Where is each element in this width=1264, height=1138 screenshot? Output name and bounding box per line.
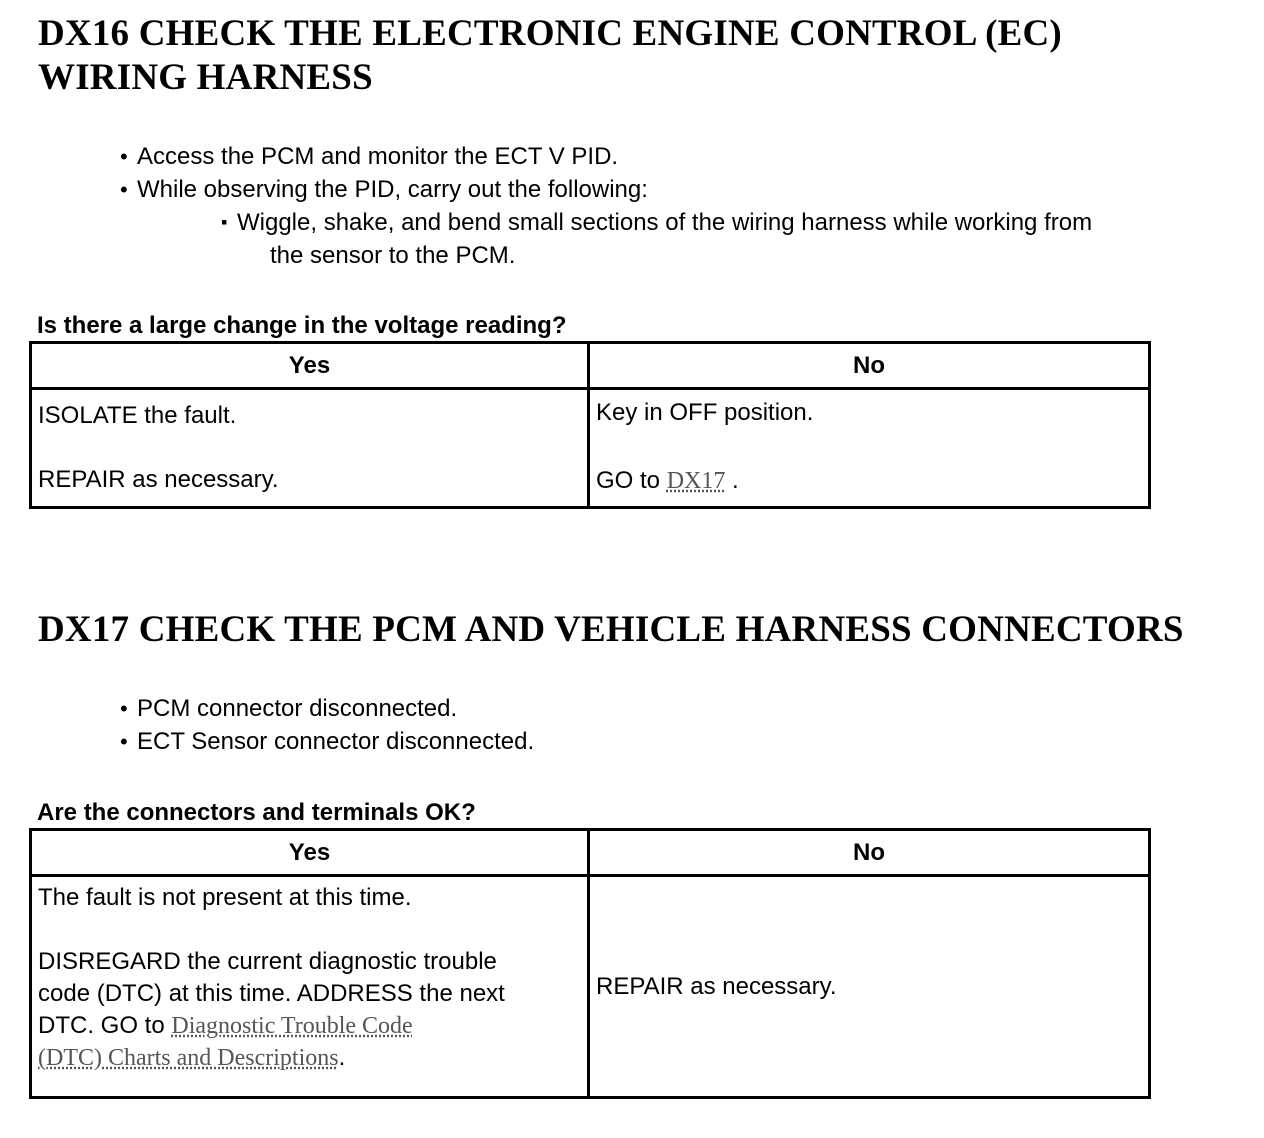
bullet-icon: • bbox=[120, 696, 128, 721]
bullet-text: While observing the PID, carry out the following: bbox=[137, 176, 648, 203]
no-cell bbox=[589, 389, 1150, 508]
bullet-text: Access the PCM and monitor the ECT V PID. bbox=[137, 143, 619, 170]
yes-line: code (DTC) at this time. ADDRESS the next bbox=[38, 980, 505, 1007]
yes-cell bbox=[31, 389, 589, 508]
dx17-title: DX17 CHECK THE PCM AND VEHICLE HARNESS CONNECTORS bbox=[38, 609, 1184, 650]
yes-line: The fault is not present at this time. bbox=[38, 884, 412, 911]
no-header: No bbox=[589, 830, 1150, 876]
dtc-link-line2: (DTC) Charts and Descriptions bbox=[38, 1045, 339, 1071]
dx16-sub-bullet bbox=[221, 206, 1093, 272]
square-bullet-icon: ▪ bbox=[221, 212, 228, 232]
yes-header: Yes bbox=[31, 343, 589, 389]
table-row bbox=[31, 389, 1150, 508]
bullet-text: ECT Sensor connector disconnected. bbox=[137, 728, 535, 755]
no-header: No bbox=[589, 343, 1150, 389]
dx16-title-line1: DX16 CHECK THE ELECTRONIC ENGINE CONTROL (EC) bbox=[38, 13, 1062, 54]
yes-line: REPAIR as necessary. bbox=[38, 466, 279, 493]
dx16-question: Is there a large change in the voltage reading? bbox=[37, 312, 567, 339]
list-item bbox=[120, 692, 534, 725]
goto-text: GO to bbox=[596, 467, 661, 494]
table-row bbox=[31, 876, 1150, 1098]
bullet-icon: • bbox=[120, 144, 128, 169]
no-cell bbox=[589, 876, 1150, 1098]
bullet-icon: • bbox=[120, 729, 128, 754]
period-text: . bbox=[338, 1044, 346, 1071]
dx17-bullet-list bbox=[120, 692, 535, 758]
yes-line: ISOLATE the fault. bbox=[38, 402, 237, 429]
sub-bullet-text-line1: Wiggle, shake, and bend small sections of the wiring harness while working from bbox=[237, 209, 1093, 236]
list-item bbox=[120, 725, 535, 758]
dx16-title bbox=[38, 12, 1062, 100]
no-line: Key in OFF position. bbox=[596, 399, 814, 426]
dx16-answer-table bbox=[29, 341, 1151, 509]
bullet-text: PCM connector disconnected. bbox=[137, 695, 458, 722]
dtc-link-line1: Diagnostic Trouble Code bbox=[171, 1013, 413, 1039]
bullet-icon: • bbox=[120, 177, 128, 202]
table-header-row bbox=[31, 830, 1150, 876]
period-text: . bbox=[732, 467, 739, 494]
dx17-answer-table bbox=[29, 828, 1151, 1099]
goto-text: DTC. GO to bbox=[38, 1012, 165, 1039]
dx17-question: Are the connectors and terminals OK? bbox=[37, 799, 476, 826]
sub-bullet-text-line2: the sensor to the PCM. bbox=[270, 242, 516, 269]
no-line: REPAIR as necessary. bbox=[596, 972, 837, 1000]
table-header-row bbox=[31, 343, 1150, 389]
dx16-title-line2: WIRING HARNESS bbox=[38, 57, 373, 98]
list-item bbox=[120, 173, 648, 206]
yes-line: DISREGARD the current diagnostic trouble bbox=[38, 948, 497, 975]
yes-header: Yes bbox=[31, 830, 589, 876]
list-item bbox=[120, 140, 648, 173]
yes-cell bbox=[31, 876, 589, 1098]
dx17-link[interactable]: DX17 bbox=[666, 468, 726, 494]
dx16-bullet-list bbox=[120, 140, 648, 206]
